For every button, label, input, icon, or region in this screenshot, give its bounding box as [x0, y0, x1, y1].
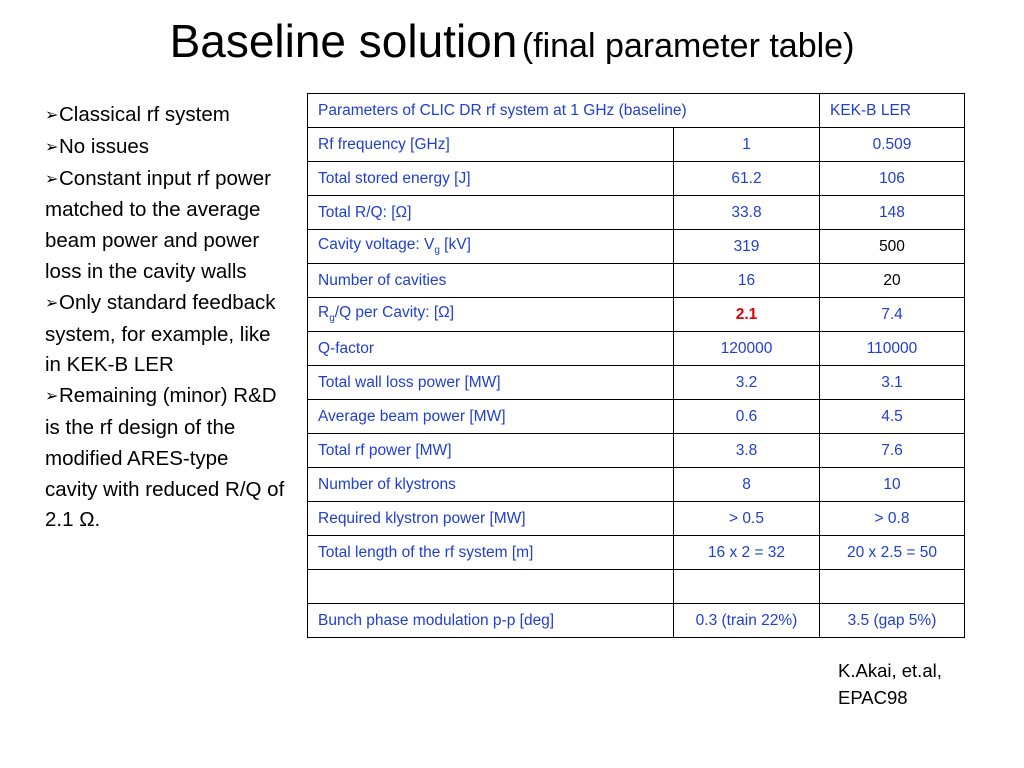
param-name: Total rf power [MW] [308, 434, 674, 468]
parameter-table [307, 93, 965, 638]
table-row [308, 230, 965, 264]
param-name: Number of klystrons [308, 468, 674, 502]
clic-value: 3.2 [674, 366, 820, 400]
bullet-item [45, 381, 285, 536]
slide-title [0, 14, 1024, 68]
kekb-value: 0.509 [820, 128, 965, 162]
param-name: Total wall loss power [MW] [308, 366, 674, 400]
kekb-value: 110000 [820, 332, 965, 366]
param-name: Q-factor [308, 332, 674, 366]
param-name: Average beam power [MW] [308, 400, 674, 434]
kekb-value: 106 [820, 162, 965, 196]
kekb-value: > 0.8 [820, 502, 965, 536]
arrow-bullet-icon: ➢ [45, 138, 59, 156]
clic-value-highlight: 2.1 [674, 298, 820, 332]
bullet-list [45, 100, 285, 536]
table-row [308, 128, 965, 162]
clic-value: 8 [674, 468, 820, 502]
bullet-text: Constant input rf power matched to the average beam power and power loss in the cavity walls [45, 166, 271, 283]
clic-value: 0.3 (train 22%) [674, 604, 820, 638]
table-row [308, 536, 965, 570]
bullet-item [45, 100, 285, 132]
table-row [308, 604, 965, 638]
bullet-item [45, 164, 285, 288]
table-row [308, 162, 965, 196]
table-row [308, 366, 965, 400]
table-row [308, 502, 965, 536]
kekb-value: 7.4 [820, 298, 965, 332]
param-name: Cavity voltage: $V_g$ [kV] [308, 230, 674, 264]
clic-value: 16 x 2 = 32 [674, 536, 820, 570]
clic-value [674, 570, 820, 604]
table-row [308, 332, 965, 366]
header-kekb: KEK-B LER [820, 94, 965, 128]
param-name: Number of cavities [308, 264, 674, 298]
header-parameters: Parameters of CLIC DR rf system at 1 GHz (baseline) [308, 94, 820, 128]
kekb-value: 20 x 2.5 = 50 [820, 536, 965, 570]
clic-value: 1 [674, 128, 820, 162]
param-name [308, 570, 674, 604]
param-name: Total stored energy [J] [308, 162, 674, 196]
clic-value: 33.8 [674, 196, 820, 230]
kekb-value [820, 570, 965, 604]
kekb-value: 7.6 [820, 434, 965, 468]
kekb-value: 3.5 (gap 5%) [820, 604, 965, 638]
param-name: Total length of the rf system [m] [308, 536, 674, 570]
clic-value: > 0.5 [674, 502, 820, 536]
clic-value: 16 [674, 264, 820, 298]
kekb-value: 148 [820, 196, 965, 230]
param-name: Bunch phase modulation p-p [deg] [308, 604, 674, 638]
reference-citation [838, 657, 942, 711]
clic-value: 61.2 [674, 162, 820, 196]
table-row [308, 298, 965, 332]
arrow-bullet-icon: ➢ [45, 294, 59, 312]
clic-value: 319 [674, 230, 820, 264]
clic-value: 3.8 [674, 434, 820, 468]
title-main: Baseline solution [169, 15, 518, 67]
bullet-text: No issues [59, 134, 150, 158]
kekb-value: 3.1 [820, 366, 965, 400]
param-name: $R_g/Q$ per Cavity: [Ω] [308, 298, 674, 332]
bullet-item [45, 288, 285, 381]
param-name: Total R/Q: [Ω] [308, 196, 674, 230]
param-name: Rf frequency [GHz] [308, 128, 674, 162]
reference-line: EPAC98 [838, 687, 908, 708]
bullet-text: Remaining (minor) R&D is the rf design of the modified ARES-type cavity with reduced R/Q of 2.1 Ω. [45, 384, 285, 532]
bullet-text: Only standard feedback system, for example, like in KEK-B LER [45, 290, 276, 377]
kekb-value: 4.5 [820, 400, 965, 434]
table-row [308, 400, 965, 434]
kekb-value: 10 [820, 468, 965, 502]
kekb-value: 500 [820, 230, 965, 264]
bullet-text: Classical rf system [59, 103, 230, 126]
kekb-value: 20 [820, 264, 965, 298]
arrow-bullet-icon: ➢ [45, 388, 59, 406]
clic-value: 120000 [674, 332, 820, 366]
table-header-row [308, 94, 965, 128]
title-subtitle: (final parameter table) [521, 27, 855, 65]
table-row [308, 434, 965, 468]
table-row [308, 196, 965, 230]
table-row-empty [308, 570, 965, 604]
param-name: Required klystron power [MW] [308, 502, 674, 536]
bullet-item [45, 132, 285, 164]
arrow-bullet-icon: ➢ [45, 170, 59, 188]
arrow-bullet-icon: ➢ [45, 107, 59, 124]
table-row [308, 468, 965, 502]
reference-line: K.Akai, et.al, [838, 660, 942, 681]
clic-value: 0.6 [674, 400, 820, 434]
table-row [308, 264, 965, 298]
